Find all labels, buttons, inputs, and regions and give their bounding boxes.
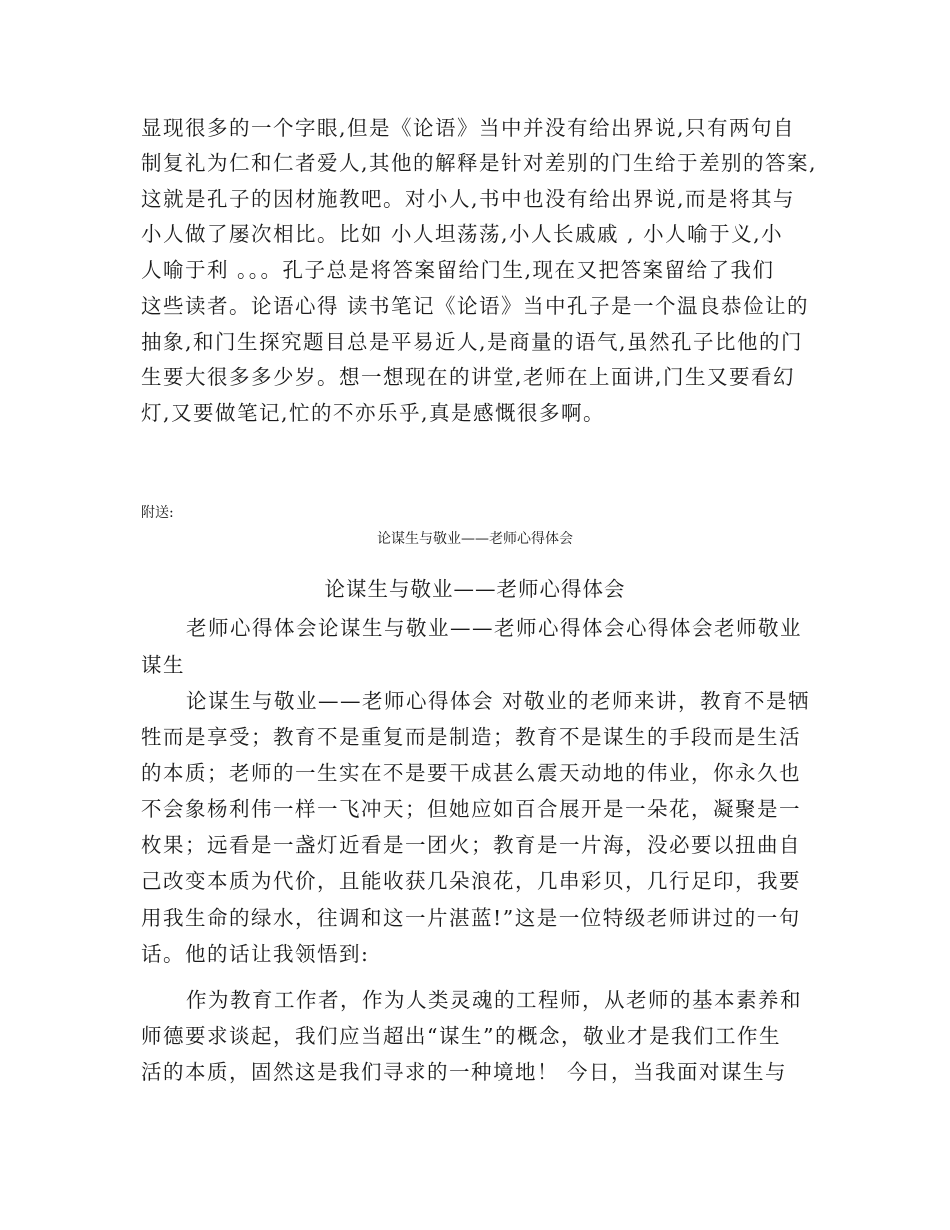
paragraph-line: 制复礼为仁和仁者爱人,其他的解释是针对差别的门生给于差别的答案, xyxy=(141,151,818,175)
paragraph-line: 作为教育工作者，作为人类灵魂的工程师，从老师的基本素养和 xyxy=(186,988,802,1012)
paragraph-line: 师德要求谈起，我们应当超出“谋生”的概念，敬业才是我们工作生 xyxy=(141,1024,781,1048)
paragraph-line: 活的本质，固然这是我们寻求的一种境地！ 今日，当我面对谋生与 xyxy=(141,1060,788,1084)
article-title: 论谋生与敬业——老师心得体会 xyxy=(324,577,626,601)
paragraph-line: 显现很多的一个字眼,但是《论语》当中并没有给出界说,只有两句自 xyxy=(141,116,796,140)
section-heading-small: 论谋生与敬业——老师心得体会 xyxy=(377,531,573,547)
paragraph-line: 不会象杨利伟一样一飞冲天；但她应如百合展开是一朵花，凝聚是一 xyxy=(141,797,801,821)
paragraph-line: 的本质；老师的一生实在不是要干成甚么震天动地的伟业，你永久也 xyxy=(141,761,801,785)
attached-label: 附送: xyxy=(141,505,174,521)
paragraph-line: 抽象,和门生探究题目总是平易近人,是商量的语气,虽然孔子比他的门 xyxy=(141,330,804,354)
paragraph-line: 己改变本质为代价，且能收获几朵浪花，几串彩贝，几行足印，我要 xyxy=(141,869,801,893)
paragraph-line: 论谋生与敬业——老师心得体会 对敬业的老师来讲，教育不是牺 xyxy=(186,689,811,713)
paragraph-line: 人喻于利 。。。孔子总是将答案留给门生,现在又把答案留给了我们 xyxy=(141,258,775,282)
paragraph-line: 老师心得体会论谋生与敬业——老师心得体会心得体会老师敬业 xyxy=(186,616,802,640)
paragraph-line: 牲而是享受；教育不是重复而是制造；教育不是谋生的手段而是生活 xyxy=(141,725,801,749)
paragraph-line: 话。他的话让我领悟到: xyxy=(141,942,370,966)
paragraph-line: 生要大很多多少岁。想一想现在的讲堂,老师在上面讲,门生又要看幻 xyxy=(141,365,796,389)
paragraph-line: 枚果；远看是一盏灯近看是一团火；教育是一片海，没必要以扭曲自 xyxy=(141,833,801,857)
paragraph-line: 这些读者。论语心得 读书笔记《论语》当中孔子是一个温良恭俭让的 xyxy=(141,294,810,318)
paragraph-line: 谋生 xyxy=(141,653,185,677)
paragraph-line: 灯,又要做笔记,忙的不亦乐乎,真是感慨很多啊。 xyxy=(141,401,606,425)
paragraph-line: 用我生命的绿水，往调和这一片湛蓝!”这是一位特级老师讲过的一句 xyxy=(141,906,801,930)
paragraph-line: 这就是孔子的因材施教吧。对小人,书中也没有给出界说,而是将其与 xyxy=(141,187,796,211)
paragraph-line: 小人做了屡次相比。比如 小人坦荡荡,小人长戚戚 , 小人喻于义,小 xyxy=(141,222,784,246)
